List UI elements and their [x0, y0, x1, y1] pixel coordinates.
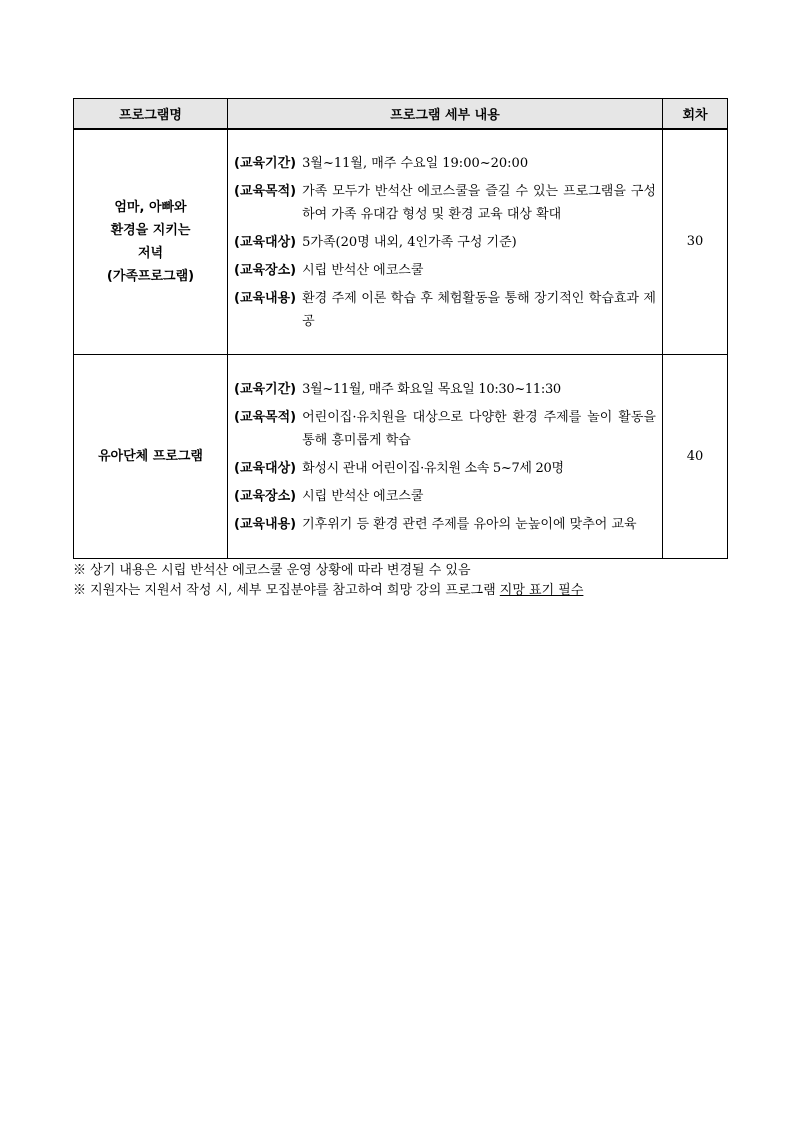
- program-name-line: 엄마, 아빠와: [114, 199, 187, 215]
- detail-item-location: [234, 485, 656, 508]
- detail-text: 화성시 관내 어린이집·유치원 소속 5~7세 20명: [302, 461, 564, 476]
- detail-label: (교육내용): [234, 517, 297, 532]
- detail-text: 5가족(20명 내외, 4인가족 구성 기준): [302, 235, 517, 251]
- footnote-emphasis: 지망 표기 필수: [499, 582, 584, 598]
- detail-label: (교육목적): [234, 184, 297, 200]
- detail-item-content: [234, 513, 656, 536]
- table-row: [74, 354, 728, 558]
- program-name-cell: [74, 129, 228, 354]
- detail-text: 가족 모두가 반석산 에코스쿨을 즐길 수 있는 프로그램을 구성하여 가족 유대감 형성 및 환경 교육 대상 확대: [302, 184, 656, 223]
- document-page: [73, 98, 727, 601]
- program-name-line: 유아단체 프로그램: [98, 448, 203, 464]
- detail-label: (교육기간): [234, 156, 297, 172]
- detail-text: 어린이집·유치원을 대상으로 다양한 환경 주제를 놀이 활동을 통해 흥미롭게 학습: [302, 410, 656, 448]
- footnotes: [73, 561, 727, 601]
- detail-label: (교육대상): [234, 235, 297, 251]
- table-header-row: [74, 99, 728, 130]
- detail-item-location: [234, 259, 656, 282]
- header-program-detail: 프로그램 세부 내용: [228, 99, 663, 130]
- program-name-cell: [74, 354, 228, 558]
- detail-item-period: [234, 378, 656, 401]
- session-count-cell: 40: [663, 354, 728, 558]
- detail-label: (교육장소): [234, 489, 297, 504]
- program-name-line: 환경을 지키는: [110, 222, 191, 238]
- detail-item-target: [234, 457, 656, 480]
- detail-label: (교육목적): [234, 410, 297, 425]
- detail-item-purpose: [234, 180, 656, 226]
- session-count-cell: 30: [663, 129, 728, 354]
- detail-item-purpose: [234, 406, 656, 452]
- header-session-count: 회차: [663, 99, 728, 130]
- detail-item-target: [234, 231, 656, 254]
- header-program-name: 프로그램명: [74, 99, 228, 130]
- program-detail-cell: [228, 354, 663, 558]
- detail-text: 3월~11월, 매주 화요일 목요일 10:30~11:30: [302, 382, 561, 397]
- detail-text: 3월~11월, 매주 수요일 19:00~20:00: [302, 156, 529, 172]
- footnote-application-notice: [73, 581, 727, 601]
- detail-text: 시립 반석산 에코스쿨: [302, 263, 424, 279]
- detail-item-period: [234, 152, 656, 175]
- detail-label: (교육내용): [234, 291, 297, 307]
- program-detail-cell: [228, 129, 663, 354]
- detail-label: (교육장소): [234, 263, 297, 279]
- program-name-line: 저녁: [137, 245, 164, 261]
- detail-label: (교육기간): [234, 382, 297, 397]
- detail-text: 시립 반석산 에코스쿨: [302, 489, 424, 504]
- program-name-line: (가족프로그램): [106, 268, 195, 284]
- footnote-change-notice: ※ 상기 내용은 시립 반석산 에코스쿨 운영 상황에 따라 변경될 수 있음: [73, 562, 471, 578]
- footnote-text: ※ 지원자는 지원서 작성 시, 세부 모집분야를 참고하여 희망 강의 프로그램: [73, 582, 500, 598]
- detail-text: 기후위기 등 환경 관련 주제를 유아의 눈높이에 맞추어 교육: [302, 517, 637, 532]
- detail-item-content: [234, 287, 656, 333]
- detail-text: 환경 주제 이론 학습 후 체험활동을 통해 장기적인 학습효과 제공: [302, 291, 656, 330]
- table-row: [74, 129, 728, 354]
- program-table: [73, 98, 728, 559]
- detail-label: (교육대상): [234, 461, 297, 476]
